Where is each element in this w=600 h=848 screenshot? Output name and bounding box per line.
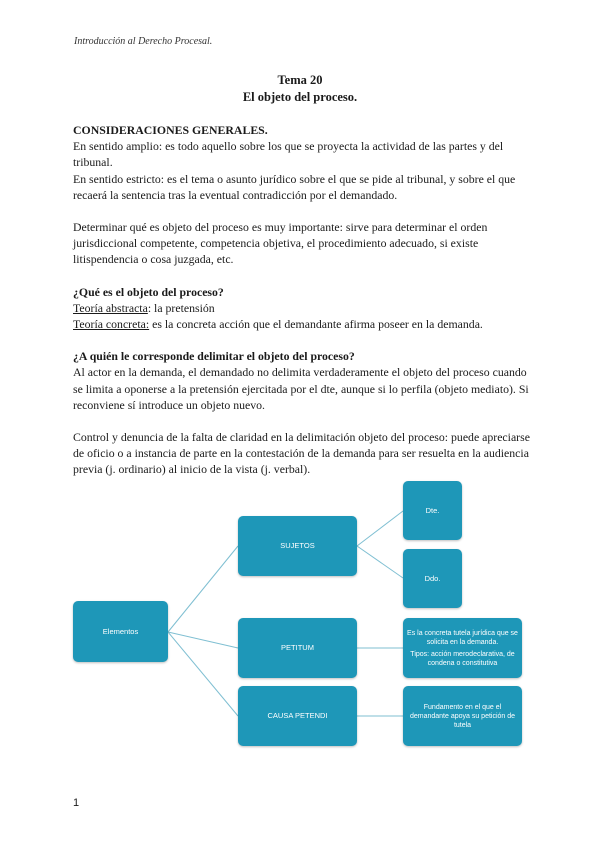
running-header: Introducción al Derecho Procesal.: [74, 36, 213, 47]
paragraph-sentido-amplio: En sentido amplio: es todo aquello sobre los que se proyecta la actividad de las partes y del tribunal.: [73, 139, 504, 170]
teoria-abstracta-label: Teoría abstracta: [73, 300, 148, 315]
page-number: 1: [73, 797, 80, 809]
connector-root-petitum: [168, 632, 238, 648]
section-heading-consideraciones: CONSIDERACIONES GENERALES.: [73, 123, 268, 137]
diagram-node-elementos: Elementos: [73, 601, 168, 662]
section-heading-a-quien: ¿A quién le corresponde delimitar el objeto del proceso?: [73, 349, 355, 364]
paragraph-actor: Al actor en la demanda, el demandado no delimita verdaderamente el objeto del proceso cuando se limita a oponerse a la pretensión ejercitada por el dte, aunque si lo perfila (objeto mediato). Si reconviene sí introduce un objeto nuevo.: [73, 365, 529, 412]
paragraph-control: Control y denuncia de la falta de claridad en la delimitación objeto del proceso: puede apreciarse de oficio o a instancia de parte en la contestación de la demanda para ser resuelta en la audiencia previa (j. ordinario) al inicio de la vista (j. verbal).: [73, 430, 530, 477]
teoria-abstracta-text: : la pretensión: [147, 300, 215, 315]
diagram-node-petitum: PETITUM: [238, 618, 357, 678]
connector-sujetos-ddo: [357, 546, 403, 578]
petitum-desc-line1: Es la concreta tutela jurídica que se solicita en la demanda.: [407, 629, 518, 646]
paragraph-sentido-estricto: En sentido estricto: es el tema o asunto jurídico sobre el que se pide al tribunal, y sobre el que recaerá la sentencia tras la eventual contradicción por el demandado.: [73, 171, 516, 202]
teoria-concreta-text: es la concreta acción que el demandante afirma poseer en la demanda.: [149, 317, 483, 332]
diagram-node-petitum-desc: [403, 618, 522, 678]
diagram-node-causa-petendi: CAUSA PETENDI: [238, 686, 357, 746]
diagram-node-ddo: Ddo.: [403, 549, 462, 608]
connector-root-causa: [168, 632, 238, 716]
diagram-node-causa-desc: Fundamento en el que el demandante apoya su petición de tutela: [403, 686, 522, 746]
section-heading-que-es: ¿Qué es el objeto del proceso?: [73, 284, 224, 299]
connector-sujetos-dte: [357, 511, 403, 546]
page-title: Tema 20: [277, 73, 323, 87]
petitum-desc-line2: Tipos: acción merodeclarativa, de condena o constitutiva: [410, 650, 515, 667]
connector-root-sujetos: [168, 546, 238, 632]
diagram-node-dte: Dte.: [403, 481, 462, 540]
page-subtitle: El objeto del proceso.: [242, 90, 358, 104]
diagram-node-sujetos: SUJETOS: [238, 516, 357, 576]
paragraph-importancia: Determinar qué es objeto del proceso es muy importante: sirve para determinar el orden jurisdiccional competente, competencia objetiva, el procedimiento adecuado, si existe litispendencia o cosa juzgada, etc.: [73, 220, 488, 267]
teoria-concreta-label: Teoría concreta:: [73, 317, 150, 332]
